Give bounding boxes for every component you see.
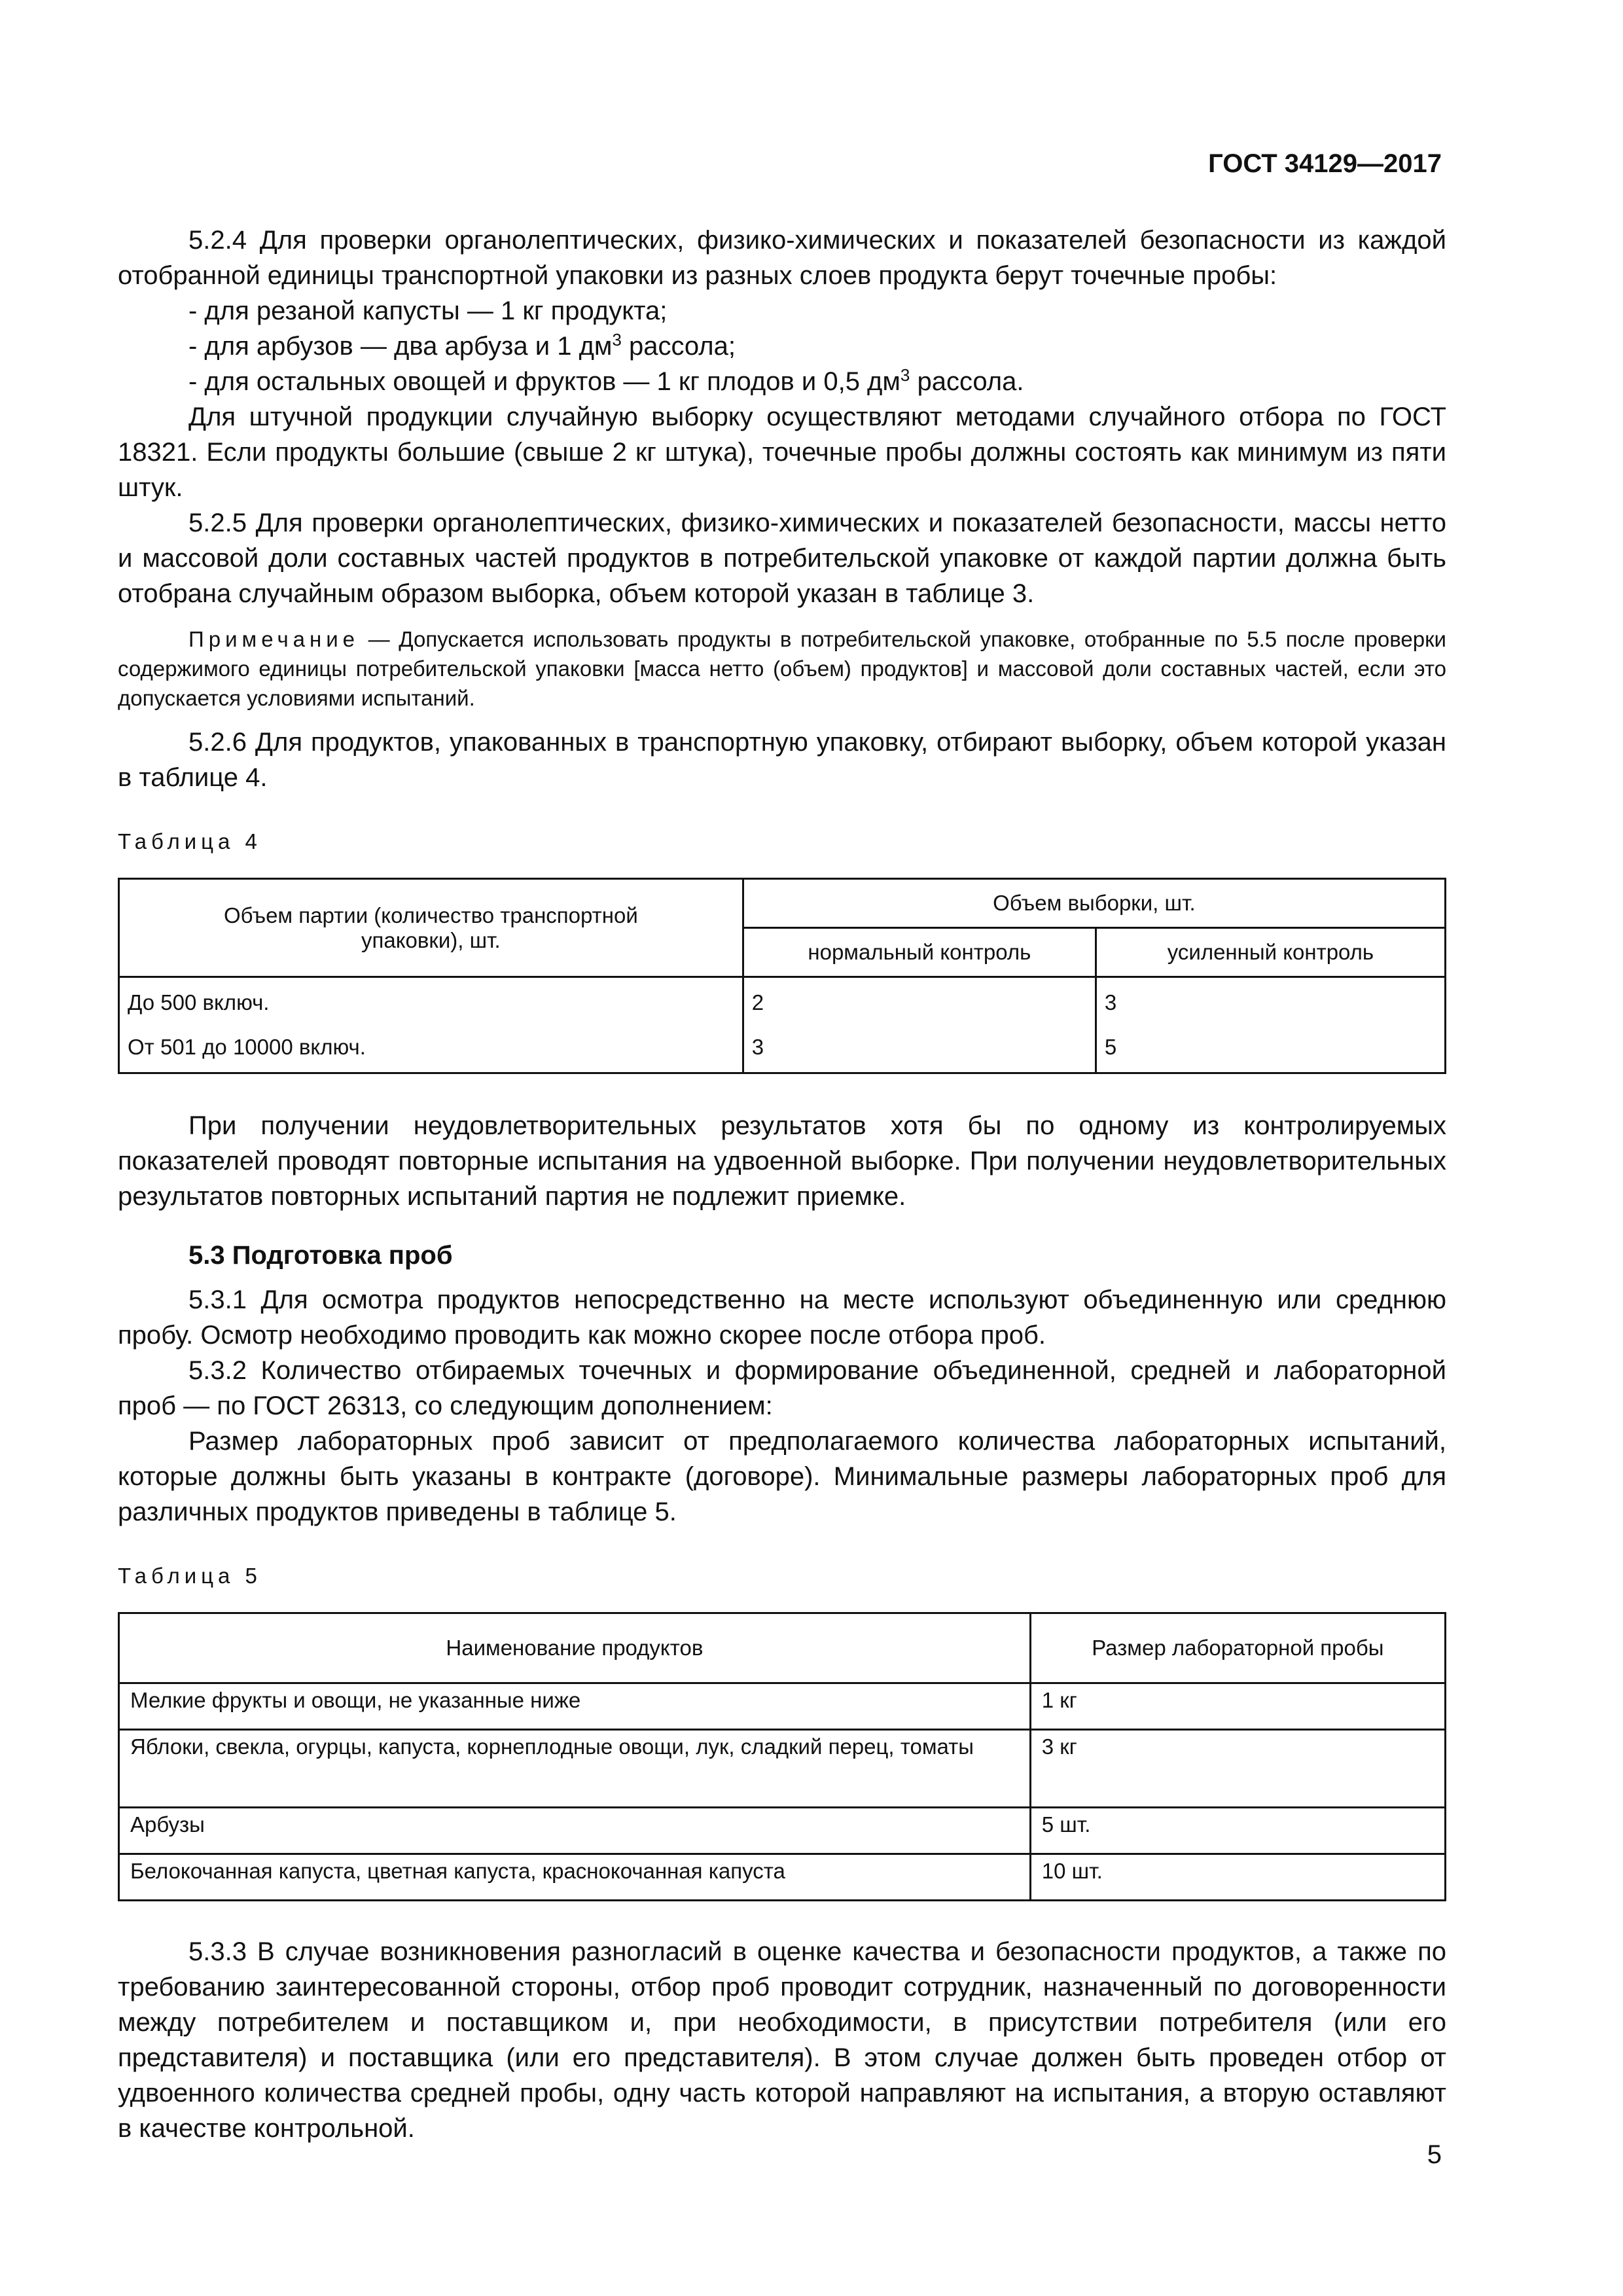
table-row bbox=[119, 1730, 1446, 1808]
table-4-lot-cell: От 501 до 10000 включ. bbox=[119, 1025, 743, 1073]
table-4-lot-header: Объем партии (количество транспортной упаковки), шт. bbox=[119, 879, 743, 977]
paragraph-5-3-3: 5.3.3 В случае возникновения разногласий в оценке качества и безопасности продуктов, а также по требованию заинтересованной стороны, отбор проб проводит сотрудник, назначенный по договоренности между потребителем и поставщиком и, при необходимости, в присутствии потребителя (или его представителя) и поставщика (или его представителя). В этом случае должен быть проведен отбор от удвоенного количества средней пробы, одну часть которой направляют на испытания, а вторую оставляют в качестве контрольной. bbox=[118, 1937, 1446, 2143]
page-number: 5 bbox=[1427, 2140, 1442, 2169]
note-text: — Допускается использовать продукты в потребительской упаковке, отобранные по 5.5 после проверки содержимого единицы потребительской упаковки [масса нетто (объем) продуктов] и массовой доли составных частей, если это допускается условиями испытаний. bbox=[118, 627, 1446, 710]
paragraph-5-3-1: 5.3.1 Для осмотра продуктов непосредственно на месте используют объединенную или среднюю пробу. Осмотр необходимо проводить как можно скорее после отбора проб. bbox=[118, 1285, 1446, 1350]
section-heading-5-3: 5.3 Подготовка проб bbox=[188, 1241, 453, 1270]
paragraph-5-2-4: 5.2.4 Для проверки органолептических, физико-химических и показателей безопасности из каждой отобранной единицы транспортной упаковки из разных слоев продукта берут точечные пробы: bbox=[118, 226, 1446, 290]
note bbox=[118, 624, 1446, 713]
standard-designation: ГОСТ 34129—2017 bbox=[1208, 149, 1442, 178]
table-4-sample-header: Объем выборки, шт. bbox=[743, 879, 1445, 928]
table-row bbox=[119, 977, 1446, 1026]
table-5-size-cell: 3 кг bbox=[1030, 1730, 1445, 1808]
table-row bbox=[119, 1854, 1446, 1901]
table-5-size-header: Размер лабораторной пробы bbox=[1030, 1613, 1445, 1683]
table-row bbox=[119, 1025, 1446, 1073]
list-item-cabbage: - для резаной капусты — 1 кг продукта; bbox=[188, 296, 668, 325]
note-label: Примечание bbox=[188, 627, 360, 651]
table-4-normal-header: нормальный контроль bbox=[743, 928, 1096, 977]
page-body bbox=[118, 223, 1446, 2146]
table-5-product-cell: Белокочанная капуста, цветная капуста, краснокочанная капуста bbox=[119, 1854, 1031, 1901]
table-5-product-cell: Арбузы bbox=[119, 1808, 1031, 1854]
table-5-product-cell: Мелкие фрукты и овощи, не указанные ниже bbox=[119, 1683, 1031, 1730]
table-4 bbox=[118, 878, 1446, 1074]
table-5-size-cell: 5 шт. bbox=[1030, 1808, 1445, 1854]
paragraph-5-2-6: 5.2.6 Для продуктов, упакованных в транспортную упаковку, отбирают выборку, объем которой указан в таблице 4. bbox=[118, 728, 1446, 792]
paragraph-5-2-5: 5.2.5 Для проверки органолептических, физико-химических и показателей безопасности, массы нетто и массовой доли составных частей продуктов в потребительской упаковке от каждой партии должна быть отобрана случайным образом выборка, объем которой указан в таблице 3. bbox=[118, 509, 1446, 608]
table-row bbox=[119, 1683, 1446, 1730]
paragraph-piece-products: Для штучной продукции случайную выборку осуществляют методами случайного отбора по ГОСТ 18321. Если продукты большие (свыше 2 кг штука), точечные пробы должны состоять как минимум из пяти штук. bbox=[118, 403, 1446, 502]
table-4-normal-cell: 2 bbox=[743, 977, 1096, 1026]
list-item-watermelon: - для арбузов — два арбуза и 1 $дм^3$ рассола; bbox=[188, 330, 736, 361]
table-5-product-header: Наименование продуктов bbox=[119, 1613, 1031, 1683]
table-5 bbox=[118, 1612, 1446, 1901]
table-4-caption: Таблица 4 bbox=[118, 829, 262, 853]
paragraph-5-3-2: 5.3.2 Количество отбираемых точечных и формирование объединенной, средней и лабораторной проб — по ГОСТ 26313, со следующим дополнением: bbox=[118, 1356, 1446, 1420]
table-4-lot-cell: До 500 включ. bbox=[119, 977, 743, 1026]
table-4-tight-cell: 5 bbox=[1096, 1025, 1445, 1073]
table-5-product-cell: Яблоки, свекла, огурцы, капуста, корнеплодные овощи, лук, сладкий перец, томаты bbox=[119, 1730, 1031, 1808]
list-item-other-produce: - для остальных овощей и фруктов — 1 кг плодов и 0,5 $дм^3$ рассола. bbox=[188, 365, 1024, 396]
table-5-size-cell: 10 шт. bbox=[1030, 1854, 1445, 1901]
table-row bbox=[119, 1808, 1446, 1854]
paragraph-unsatisfactory-results: При получении неудовлетворительных результатов хотя бы по одному из контролируемых показателей проводят повторные испытания на удвоенной выборке. При получении неудовлетворительных результатов повторных испытаний партия не подлежит приемке. bbox=[118, 1111, 1446, 1211]
table-4-normal-cell: 3 bbox=[743, 1025, 1096, 1073]
table-4-tight-cell: 3 bbox=[1096, 977, 1445, 1026]
table-4-tight-header: усиленный контроль bbox=[1096, 928, 1445, 977]
paragraph-lab-sample-size: Размер лабораторных проб зависит от предполагаемого количества лабораторных испытаний, которые должны быть указаны в контракте (договоре). Минимальные размеры лабораторных проб для различных продуктов приведены в таблице 5. bbox=[118, 1427, 1446, 1526]
table-5-size-cell: 1 кг bbox=[1030, 1683, 1445, 1730]
table-5-caption: Таблица 5 bbox=[118, 1564, 262, 1588]
